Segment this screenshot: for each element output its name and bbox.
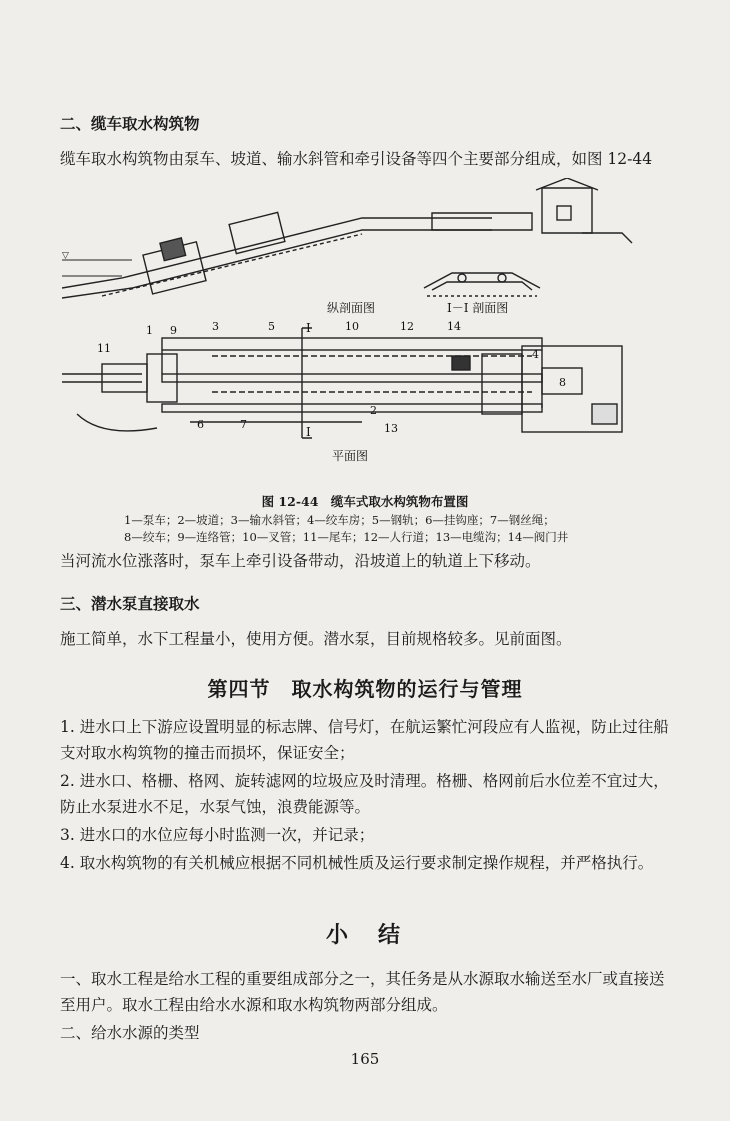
- paragraph-cable-car: 缆车取水构筑物由泵车、坡道、输水斜管和牵引设备等四个主要部分组成，如图 12-44: [60, 150, 653, 168]
- svg-text:▽: ▽: [62, 251, 69, 261]
- figure-12-44: [62, 178, 658, 508]
- fig-number-1: 1: [146, 324, 153, 337]
- figure-caption: 图 12-44 缆车式取水构筑物布置图: [261, 494, 469, 509]
- label-longitudinal: 纵剖面图: [327, 301, 376, 315]
- legend-line: 8—绞车；9—连络管；10—叉管；11—尾车；12—人行道；13—电缆沟；14—阀门井: [124, 530, 569, 544]
- fig-number-5: 5: [268, 320, 275, 333]
- fig-number-11: 11: [97, 342, 111, 355]
- fig-number-2: 2: [370, 404, 377, 417]
- summary-title: 小 结: [325, 922, 404, 948]
- fig-number-3: 3: [212, 320, 219, 333]
- fig-number-14: 14: [447, 320, 461, 333]
- page-number: 165: [350, 1050, 380, 1068]
- section-mark-top: I: [306, 321, 311, 335]
- operation-item-3: 3. 进水口的水位应每小时监测一次，并记录；: [60, 826, 375, 844]
- fig-number-9: 9: [170, 324, 177, 337]
- label-section: I－I 剖面图: [447, 301, 509, 315]
- summary-paragraph-2: 二、给水水源的类型: [60, 1024, 200, 1042]
- operation-item-1: 1. 进水口上下游应设置明显的标志牌、信号灯，在航运繁忙河段应有人监视，防止过往船支对取水构筑物的撞击而损坏，保证安全；: [60, 718, 669, 762]
- ramp-slope-line: [62, 218, 492, 288]
- figure-legend: [124, 512, 624, 546]
- fig-number-8: 8: [559, 376, 566, 389]
- operation-item-2: 2. 进水口、格栅、格网、旋转滤网的垃圾应及时清理。格栅、格网前后水位差不宜过大，防止水泵进水不足，水泵气蚀，浪费能源等。: [60, 772, 669, 816]
- legend-line: 1—泵车；2—坡道；3—输水斜管；4—绞车房；5—钢轨；6—挂钩座；7—钢丝绳；: [124, 513, 555, 527]
- operation-item-4: 4. 取水构筑物的有关机械应根据不同机械性质及运行要求制定操作规程，并严格执行。: [60, 854, 654, 872]
- fig-number-4: 4: [532, 348, 539, 361]
- paragraph-submersible: 施工简单，水下工程量小，使用方便。潜水泵，目前规格较多。见前面图。: [60, 630, 572, 648]
- summary-paragraph-1: 一、取水工程是给水工程的重要组成部分之一，其任务是从水源取水输送至水厂或直接送至用户。取水工程由给水水源和取水构筑物两部分组成。: [60, 970, 665, 1014]
- fig-number-10: 10: [345, 320, 359, 333]
- section-title-operation: 第四节 取水构筑物的运行与管理: [207, 677, 523, 701]
- paragraph-after-figure: 当河流水位涨落时，泵车上牵引设备带动，沿坡道上的轨道上下移动。: [60, 552, 541, 570]
- fig-number-6: 6: [197, 418, 204, 431]
- label-plan: 平面图: [332, 449, 369, 463]
- section-mark-bottom: I: [306, 425, 311, 439]
- fig-number-13: 13: [384, 422, 398, 435]
- section-heading-cable-car: 二、缆车取水构筑物: [60, 114, 200, 133]
- section-heading-submersible: 三、潜水泵直接取水: [60, 594, 200, 613]
- fig-number-7: 7: [240, 418, 247, 431]
- fig-number-12: 12: [400, 320, 414, 333]
